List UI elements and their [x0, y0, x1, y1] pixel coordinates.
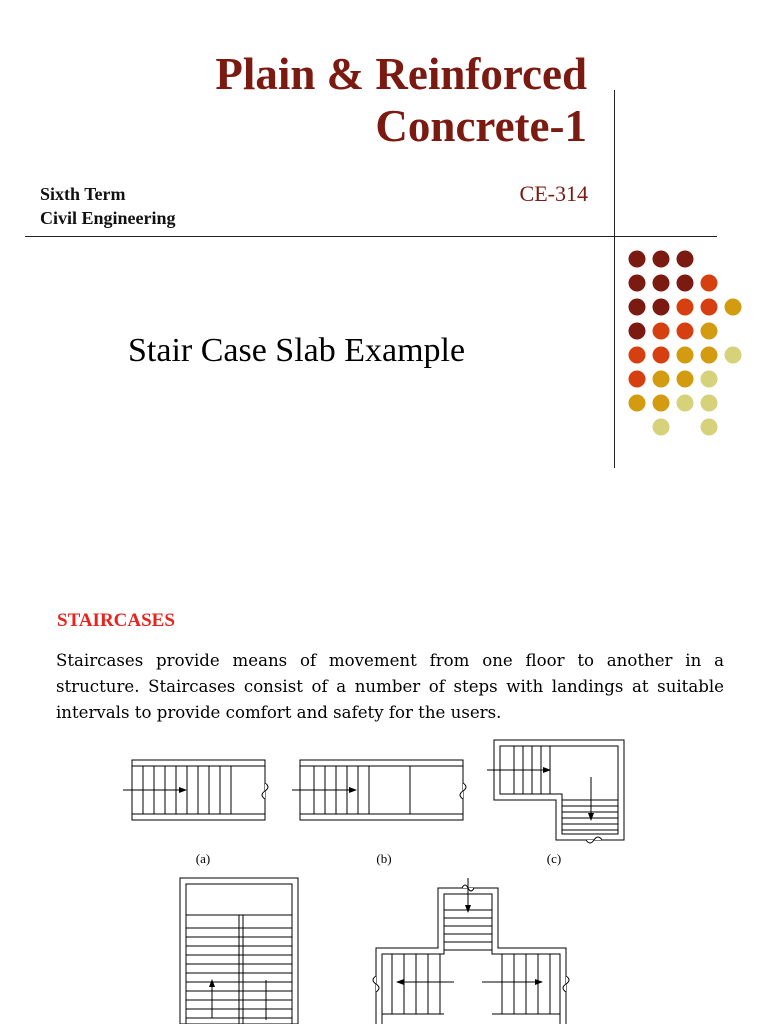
decorative-dot	[677, 299, 694, 316]
caption-c: (c)	[546, 851, 562, 866]
decorative-dot	[701, 299, 718, 316]
course-code: CE-314	[519, 181, 588, 206]
decorative-dot	[629, 323, 646, 340]
decorative-dot	[629, 275, 646, 292]
decorative-dot	[701, 395, 718, 412]
slide-subtitle: Stair Case Slab Example	[128, 332, 466, 369]
decorative-dot	[701, 275, 718, 292]
staircase-types-figure	[0, 730, 768, 1024]
stair-diagram-d	[180, 878, 298, 1024]
decorative-dot	[653, 275, 670, 292]
decorative-dot	[653, 419, 670, 436]
decorative-dot	[653, 395, 670, 412]
decorative-dot	[701, 323, 718, 340]
decorative-dot	[653, 347, 670, 364]
decorative-dot	[653, 299, 670, 316]
decorative-dot	[653, 323, 670, 340]
decorative-dot	[677, 395, 694, 412]
department-label: Civil Engineering	[40, 208, 176, 228]
decorative-dot	[701, 419, 718, 436]
decorative-dot	[677, 371, 694, 388]
caption-b: (b)	[376, 851, 392, 866]
header-divider-vertical	[614, 90, 615, 468]
stair-diagram-c	[487, 740, 624, 843]
decorative-dot	[653, 371, 670, 388]
section-paragraph: Staircases provide means of movement from one floor to another in a structure. Staircases consist of a number of steps with landings at suitable intervals to provide comfort and safety for the users.	[56, 651, 724, 722]
section-heading: STAIRCASES	[57, 610, 175, 631]
decorative-dot-grid	[620, 248, 750, 438]
decorative-dot	[677, 347, 694, 364]
decorative-dot	[701, 371, 718, 388]
term-label: Sixth Term	[40, 184, 126, 204]
presentation-title	[215, 48, 587, 152]
decorative-dot	[629, 347, 646, 364]
decorative-dot	[725, 299, 742, 316]
title-line-2: Concrete-1	[375, 101, 587, 151]
stair-diagram-e	[373, 878, 569, 1024]
decorative-dot	[629, 395, 646, 412]
decorative-dot	[677, 323, 694, 340]
title-line-1: Plain & Reinforced	[215, 49, 587, 99]
decorative-dot	[677, 251, 694, 268]
decorative-dot	[725, 347, 742, 364]
decorative-dot	[629, 371, 646, 388]
decorative-dot	[701, 347, 718, 364]
term-info	[40, 182, 176, 230]
decorative-dot	[629, 251, 646, 268]
decorative-dot	[677, 275, 694, 292]
decorative-dot	[629, 299, 646, 316]
caption-a: (a)	[195, 851, 211, 866]
stair-diagram-b	[292, 760, 466, 820]
stair-diagram-a	[123, 760, 268, 820]
decorative-dot	[653, 251, 670, 268]
